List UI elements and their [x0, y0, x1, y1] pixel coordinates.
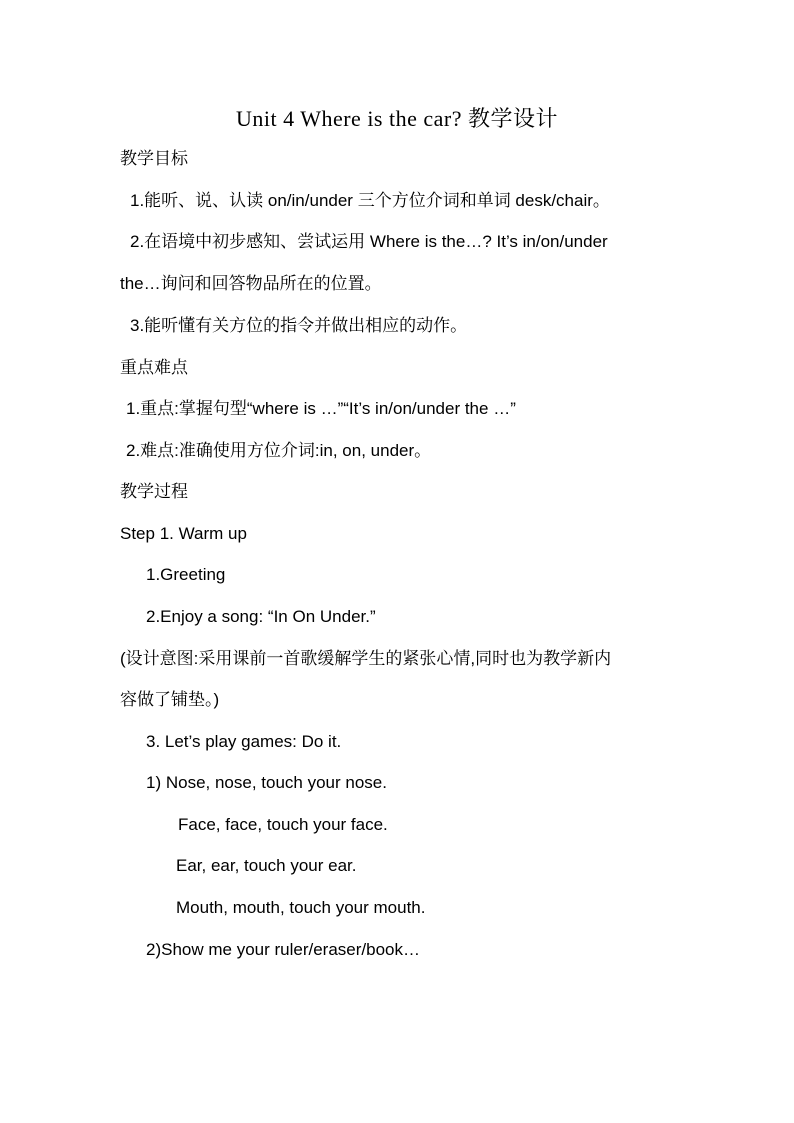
section-heading-key-points: 重点难点: [120, 358, 188, 377]
game-1-line-face: Face, face, touch your face.: [178, 815, 388, 834]
goal-item-2-line-1: 2.在语境中初步感知、尝试运用 Where is the…? It’s in/on/under: [130, 232, 608, 251]
design-intent-line-2: 容做了铺垫。): [120, 690, 220, 709]
goal-item-3: 3.能听懂有关方位的指令并做出相应的动作。: [130, 316, 468, 335]
key-point-2: 2.难点:准确使用方位介词:in, on, under。: [126, 441, 432, 460]
game-1-line-nose: 1) Nose, nose, touch your nose.: [146, 773, 387, 792]
step-1-item-song: 2.Enjoy a song: “In On Under.”: [146, 607, 376, 626]
design-intent-line-1: (设计意图:采用课前一首歌缓解学生的紧张心情,同时也为教学新内: [120, 649, 612, 668]
section-heading-teaching-process: 教学过程: [120, 482, 188, 501]
goal-item-1: 1.能听、说、认读 on/in/under 三个方位介词和单词 desk/chair。: [130, 191, 610, 210]
step-1-item-greeting: 1.Greeting: [146, 565, 226, 584]
document-title: Unit 4 Where is the car? 教学设计: [235, 106, 558, 131]
step-1-heading: Step 1. Warm up: [120, 524, 247, 543]
key-point-1: 1.重点:掌握句型“where is …”“It’s in/on/under the …”: [126, 399, 516, 418]
game-2-line-show-me: 2)Show me your ruler/eraser/book…: [146, 940, 421, 959]
goal-item-2-line-2: the…询问和回答物品所在的位置。: [120, 274, 382, 293]
game-1-line-ear: Ear, ear, touch your ear.: [176, 856, 357, 875]
step-1-item-games: 3. Let’s play games: Do it.: [146, 732, 342, 751]
section-heading-teaching-goals: 教学目标: [120, 149, 188, 168]
game-1-line-mouth: Mouth, mouth, touch your mouth.: [176, 898, 426, 917]
